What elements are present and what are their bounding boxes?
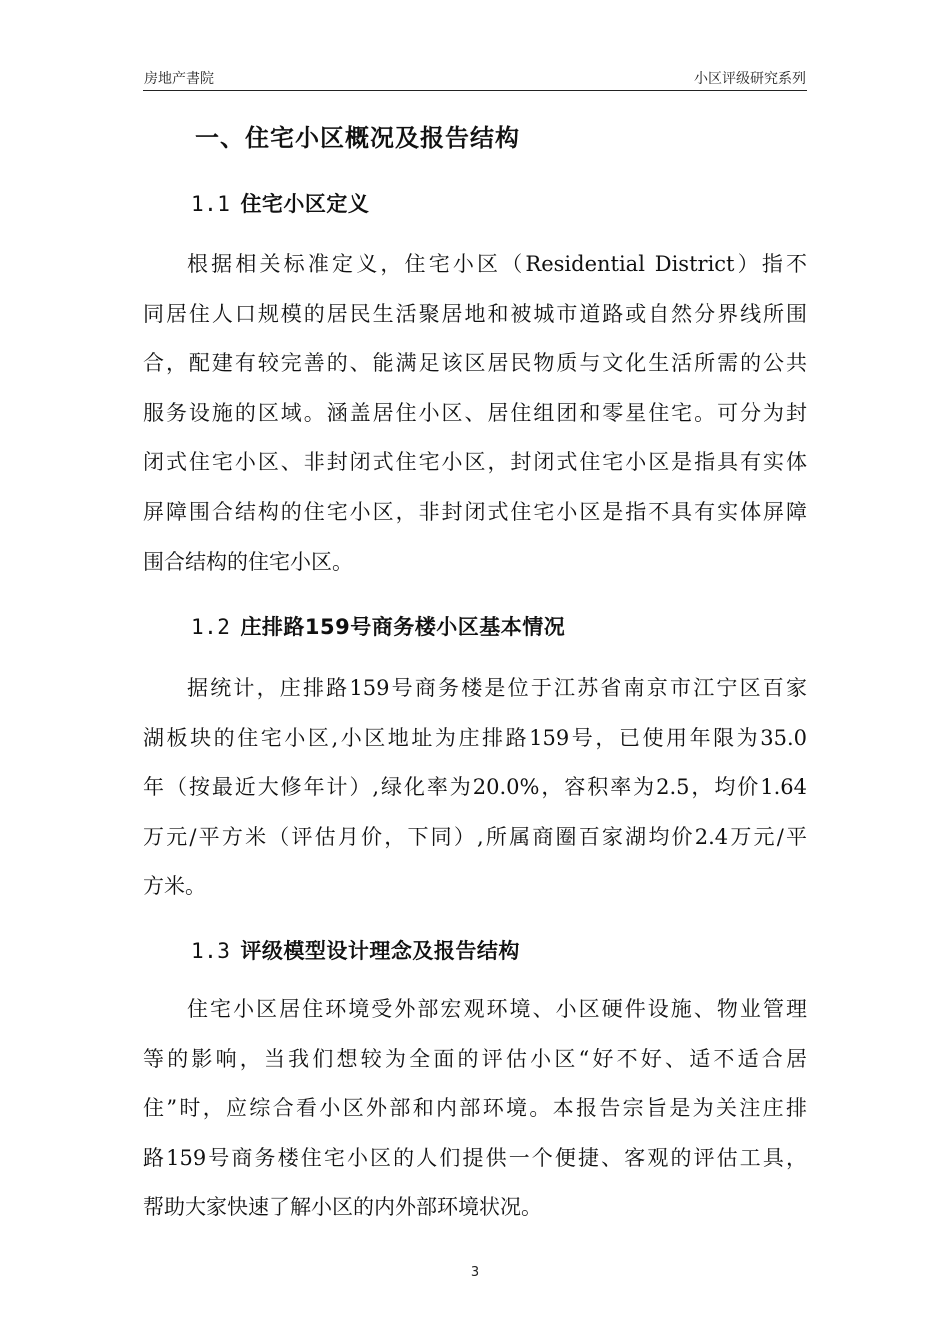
paragraph-line: 住”时，应综合看小区外部和内部环境。本报告宗旨是为关注庄排: [143, 1096, 807, 1121]
paragraph-line: 路159号商务楼住宅小区的人们提供一个便捷、客观的评估工具，: [143, 1145, 807, 1170]
section-title: 住宅小区定义: [240, 192, 370, 216]
paragraph-model-design: [143, 985, 807, 1233]
section-number: 1.2: [191, 615, 231, 639]
section-title: 庄排路159号商务楼小区基本情况: [240, 615, 566, 639]
paragraph-line: 闭式住宅小区、非封闭式住宅小区，封闭式住宅小区是指具有实体: [143, 450, 807, 475]
paragraph-line: 屏障围合结构的住宅小区，非封闭式住宅小区是指不具有实体屏障: [143, 499, 807, 524]
paragraph-line: 同居住人口规模的居民生活聚居地和被城市道路或自然分界线所围: [143, 301, 807, 326]
paragraph-line: 万元/平方米（评估月价，下同）,所属商圈百家湖均价2.4万元/平: [143, 824, 807, 849]
paragraph-line: 帮助大家快速了解小区的内外部环境状况。: [143, 1195, 542, 1220]
paragraph-line: 等的影响，当我们想较为全面的评估小区“好不好、适不适合居: [143, 1046, 807, 1071]
section-heading-1-3: [191, 935, 520, 965]
paragraph-line: 服务设施的区域。涵盖居住小区、居住组团和零星住宅。可分为封: [143, 400, 807, 425]
paragraph-line: 方米。: [143, 874, 206, 899]
section-title: 评级模型设计理念及报告结构: [240, 939, 520, 963]
paragraph-basic-info: [143, 664, 807, 912]
paragraph-definition: [143, 240, 807, 587]
page-header: [143, 64, 807, 91]
paragraph-line: 合，配建有较完善的、能满足该区居民物质与文化生活所需的公共: [143, 351, 807, 376]
section-heading-1-2: [191, 611, 565, 641]
paragraph-line: 年（按最近大修年计）,绿化率为20.0%，容积率为2.5，均价1.64: [143, 775, 807, 800]
section-number: 1.3: [191, 939, 231, 963]
section-heading-1-1: [191, 188, 369, 218]
paragraph-line: 围合结构的住宅小区。: [143, 549, 353, 574]
section-number: 1.1: [191, 192, 231, 216]
paragraph-line: 据统计，庄排路159号商务楼是位于江苏省南京市江宁区百家: [187, 676, 807, 700]
paragraph-line: 湖板块的住宅小区,小区地址为庄排路159号，已使用年限为35.0: [143, 725, 807, 750]
paragraph-line: 住宅小区居住环境受外部宏观环境、小区硬件设施、物业管理: [187, 997, 807, 1021]
header-series-title: 小区评级研究系列: [694, 71, 806, 87]
chapter-heading: 一、住宅小区概况及报告结构: [195, 124, 520, 152]
header-publisher: 房地产書院: [144, 71, 214, 87]
page-number: 3: [470, 1265, 480, 1280]
paragraph-line: 根据相关标准定义，住宅小区（Residential District）指不: [187, 252, 807, 276]
